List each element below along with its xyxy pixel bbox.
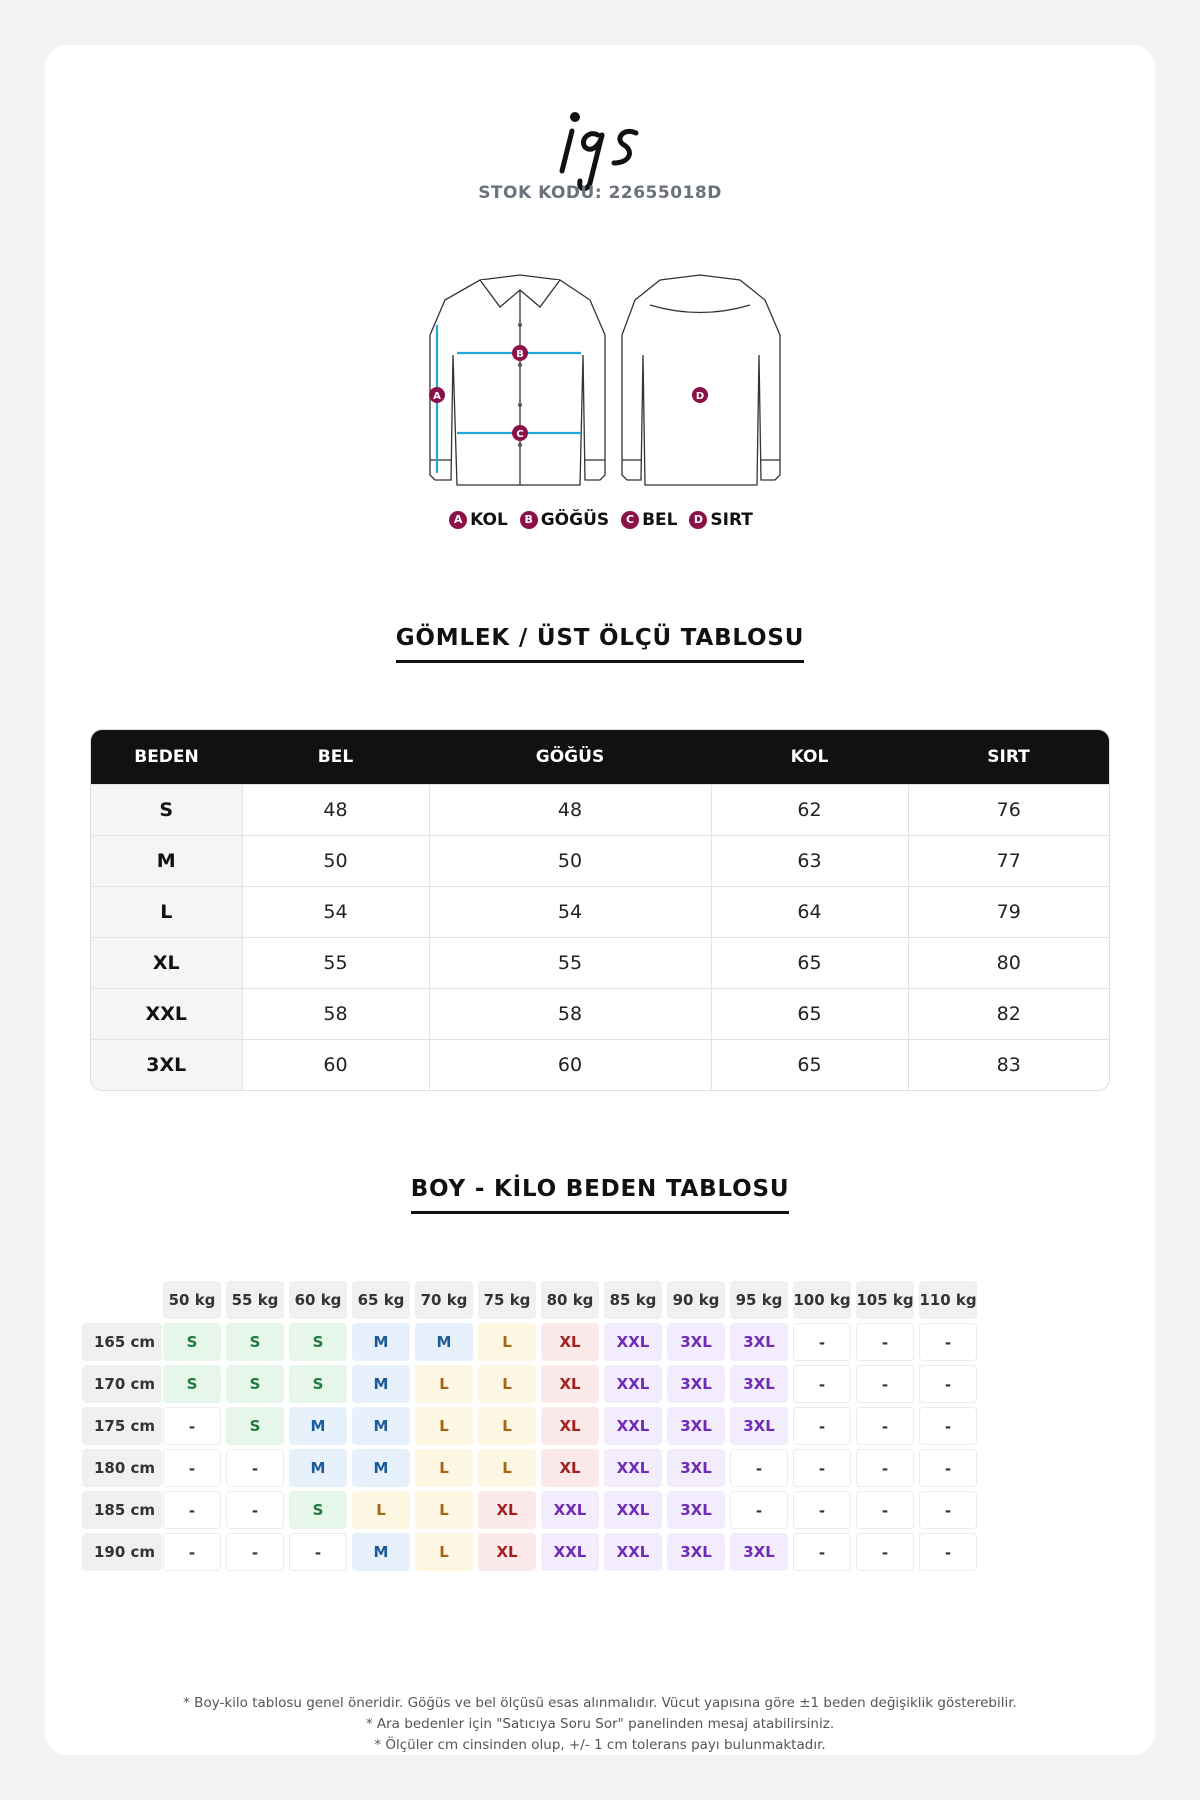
size-recommendation-cell: - [289,1533,347,1571]
measurement-cell: 76 [908,785,1109,836]
size-recommendation-cell: 3XL [667,1323,725,1361]
size-recommendation-cell: - [856,1323,914,1361]
legend-badge-d: D [689,511,707,529]
size-recommendation-cell: L [415,1491,473,1529]
header-sirt: SIRT [908,730,1109,785]
measurement-cell: 65 [711,938,908,989]
size-recommendation-cell: XL [541,1407,599,1445]
size-recommendation-cell: - [226,1533,284,1571]
brand-logo [550,93,660,193]
size-recommendation-cell: - [856,1533,914,1571]
size-recommendation-cell: XXL [604,1449,662,1487]
height-row [90,1449,1110,1487]
size-recommendation-cell: L [478,1449,536,1487]
size-recommendation-cell: 3XL [730,1407,788,1445]
height-row [90,1365,1110,1403]
svg-text:A: A [433,391,441,402]
size-recommendation-cell: XXL [604,1407,662,1445]
note-line: * Ölçüler cm cinsinden olup, +/- 1 cm tolerans payı bulunmaktadır. [374,1737,826,1753]
measurement-cell: 54 [429,887,711,938]
size-recommendation-cell: - [163,1449,221,1487]
measurement-cell: 83 [908,1040,1109,1091]
size-recommendation-cell: L [415,1533,473,1571]
stock-code: STOK KODU: 22655018D [478,183,722,203]
measurement-cell: 58 [429,989,711,1040]
size-recommendation-cell: M [352,1449,410,1487]
size-recommendation-cell: - [793,1323,851,1361]
measurement-cell: 58 [242,989,429,1040]
size-recommendation-cell: - [226,1491,284,1529]
weight-header-cell: 75 kg [478,1281,536,1319]
size-recommendation-cell: XXL [541,1491,599,1529]
size-recommendation-cell: XL [478,1491,536,1529]
table-row [91,836,1109,887]
height-row [90,1533,1110,1571]
size-recommendation-cell: 3XL [667,1407,725,1445]
size-recommendation-cell: XXL [604,1491,662,1529]
size-table-header-row [91,730,1109,785]
size-recommendation-cell: - [730,1449,788,1487]
measurement-cell: 64 [711,887,908,938]
size-recommendation-cell: - [226,1449,284,1487]
height-label: 180 cm [82,1449,162,1487]
size-recommendation-cell: - [793,1491,851,1529]
size-recommendation-cell: M [289,1407,347,1445]
size-recommendation-cell: - [856,1365,914,1403]
size-recommendation-cell: - [163,1533,221,1571]
measurement-cell: 80 [908,938,1109,989]
measurement-cell: 65 [711,989,908,1040]
height-row [90,1323,1110,1361]
size-table-title [45,625,1155,663]
header-beden: BEDEN [91,730,242,785]
measurement-cell: 82 [908,989,1109,1040]
measurement-cell: 79 [908,887,1109,938]
size-recommendation-cell: - [793,1407,851,1445]
size-recommendation-cell: 3XL [667,1449,725,1487]
table-row [91,785,1109,836]
svg-text:D: D [695,391,705,402]
size-table-title-text: GÖMLEK / ÜST ÖLÇÜ TABLOSU [396,625,805,663]
measurement-cell: 63 [711,836,908,887]
measurement-cell: 50 [429,836,711,887]
height-label: 190 cm [82,1533,162,1571]
weight-header-cell: 105 kg [856,1281,914,1319]
note-line: * Ara bedenler için "Satıcıya Soru Sor" panelinden mesaj atabilirsiniz. [365,1716,835,1732]
size-recommendation-cell: S [226,1323,284,1361]
size-recommendation-cell: XL [478,1533,536,1571]
size-recommendation-cell: - [793,1449,851,1487]
size-recommendation-cell: S [163,1323,221,1361]
size-recommendation-cell: - [163,1407,221,1445]
size-recommendation-cell: XXL [604,1533,662,1571]
size-recommendation-cell: 3XL [667,1365,725,1403]
legend-badge-c: C [621,511,639,529]
weight-header-cell: 110 kg [919,1281,977,1319]
size-recommendation-cell: S [289,1365,347,1403]
weight-header-cell: 90 kg [667,1281,725,1319]
height-label: 170 cm [82,1365,162,1403]
size-recommendation-cell: L [415,1365,473,1403]
weight-header-cell: 55 kg [226,1281,284,1319]
size-recommendation-cell: - [730,1491,788,1529]
height-label: 165 cm [82,1323,162,1361]
weight-header-cell: 85 kg [604,1281,662,1319]
weight-header-cell: 100 kg [793,1281,851,1319]
size-recommendation-cell: - [856,1449,914,1487]
header-gogus: GÖĞÜS [429,730,711,785]
size-recommendation-cell: - [919,1533,977,1571]
size-recommendation-cell: S [163,1365,221,1403]
size-cell: S [91,785,242,836]
size-recommendation-cell: 3XL [667,1491,725,1529]
legend-badge-a: A [449,511,467,529]
weight-header-cell: 95 kg [730,1281,788,1319]
note-line: * Boy-kilo tablosu genel öneridir. Göğüs ve bel ölçüsü esas alınmalıdır. Vücut yapısına göre ±1 beden değişiklik gösterebilir. [183,1695,1017,1711]
size-recommendation-cell: M [352,1323,410,1361]
size-recommendation-cell: - [163,1491,221,1529]
table-row [91,1040,1109,1091]
size-recommendation-cell: M [352,1407,410,1445]
legend-label-kol: KOL [470,510,508,530]
size-recommendation-cell: L [478,1323,536,1361]
size-recommendation-cell: XL [541,1323,599,1361]
weight-header-row [90,1281,1110,1319]
table-row [91,938,1109,989]
svg-text:C: C [516,429,524,440]
size-recommendation-cell: S [226,1365,284,1403]
size-recommendation-cell: M [352,1533,410,1571]
measurement-cell: 62 [711,785,908,836]
measurement-cell: 55 [242,938,429,989]
weight-header-cell: 50 kg [163,1281,221,1319]
size-recommendation-cell: L [352,1491,410,1529]
size-table [90,729,1110,1091]
size-recommendation-cell: 3XL [730,1533,788,1571]
size-recommendation-cell: M [415,1323,473,1361]
size-recommendation-cell: 3XL [667,1533,725,1571]
weight-header-cell: 80 kg [541,1281,599,1319]
size-recommendation-cell: XL [541,1449,599,1487]
size-recommendation-cell: - [919,1407,977,1445]
size-recommendation-cell: - [919,1449,977,1487]
size-recommendation-cell: L [478,1407,536,1445]
header-kol: KOL [711,730,908,785]
size-recommendation-cell: M [352,1365,410,1403]
size-cell: XL [91,938,242,989]
size-recommendation-cell: XXL [604,1323,662,1361]
size-recommendation-cell: M [289,1449,347,1487]
size-recommendation-cell: S [226,1407,284,1445]
boy-kilo-title [45,1176,1155,1214]
size-recommendation-cell: 3XL [730,1323,788,1361]
size-recommendation-cell: 3XL [730,1365,788,1403]
height-row [90,1491,1110,1529]
size-recommendation-cell: L [415,1449,473,1487]
size-guide-card [45,45,1155,1755]
size-recommendation-cell: L [478,1365,536,1403]
height-label: 175 cm [82,1407,162,1445]
height-label: 185 cm [82,1491,162,1529]
boy-kilo-title-text: BOY - KİLO BEDEN TABLOSU [411,1176,790,1214]
measurement-legend [45,510,1155,530]
size-recommendation-cell: XXL [604,1365,662,1403]
table-row [91,989,1109,1040]
size-recommendation-cell: - [793,1533,851,1571]
legend-label-bel: BEL [642,510,678,530]
weight-header-cell: 70 kg [415,1281,473,1319]
size-recommendation-cell: L [415,1407,473,1445]
size-recommendation-cell: - [919,1491,977,1529]
measurement-cell: 48 [242,785,429,836]
size-recommendation-cell: XL [541,1365,599,1403]
weight-header-cell: 65 kg [352,1281,410,1319]
measurement-cell: 60 [242,1040,429,1091]
legend-label-gogus: GÖĞÜS [540,510,610,530]
table-row [91,887,1109,938]
measurement-cell: 60 [429,1040,711,1091]
size-recommendation-cell: S [289,1491,347,1529]
legend-label-sirt: SIRT [710,510,753,530]
size-recommendation-cell: - [856,1491,914,1529]
size-recommendation-cell: XXL [541,1533,599,1571]
size-recommendation-cell: - [856,1407,914,1445]
size-recommendation-cell: - [919,1323,977,1361]
size-cell: M [91,836,242,887]
svg-text:B: B [516,349,524,360]
measurement-cell: 55 [429,938,711,989]
size-recommendation-cell: - [793,1365,851,1403]
size-cell: 3XL [91,1040,242,1091]
size-cell: XXL [91,989,242,1040]
legend-badge-b: B [520,511,538,529]
measurement-cell: 54 [242,887,429,938]
size-cell: L [91,887,242,938]
height-row [90,1407,1110,1445]
measurement-cell: 77 [908,836,1109,887]
weight-header-cell: 60 kg [289,1281,347,1319]
size-recommendation-cell: - [919,1365,977,1403]
header-bel: BEL [242,730,429,785]
size-recommendation-cell: S [289,1323,347,1361]
measurement-cell: 65 [711,1040,908,1091]
measurement-cell: 48 [429,785,711,836]
measurement-cell: 50 [242,836,429,887]
notes [45,1693,1155,1756]
